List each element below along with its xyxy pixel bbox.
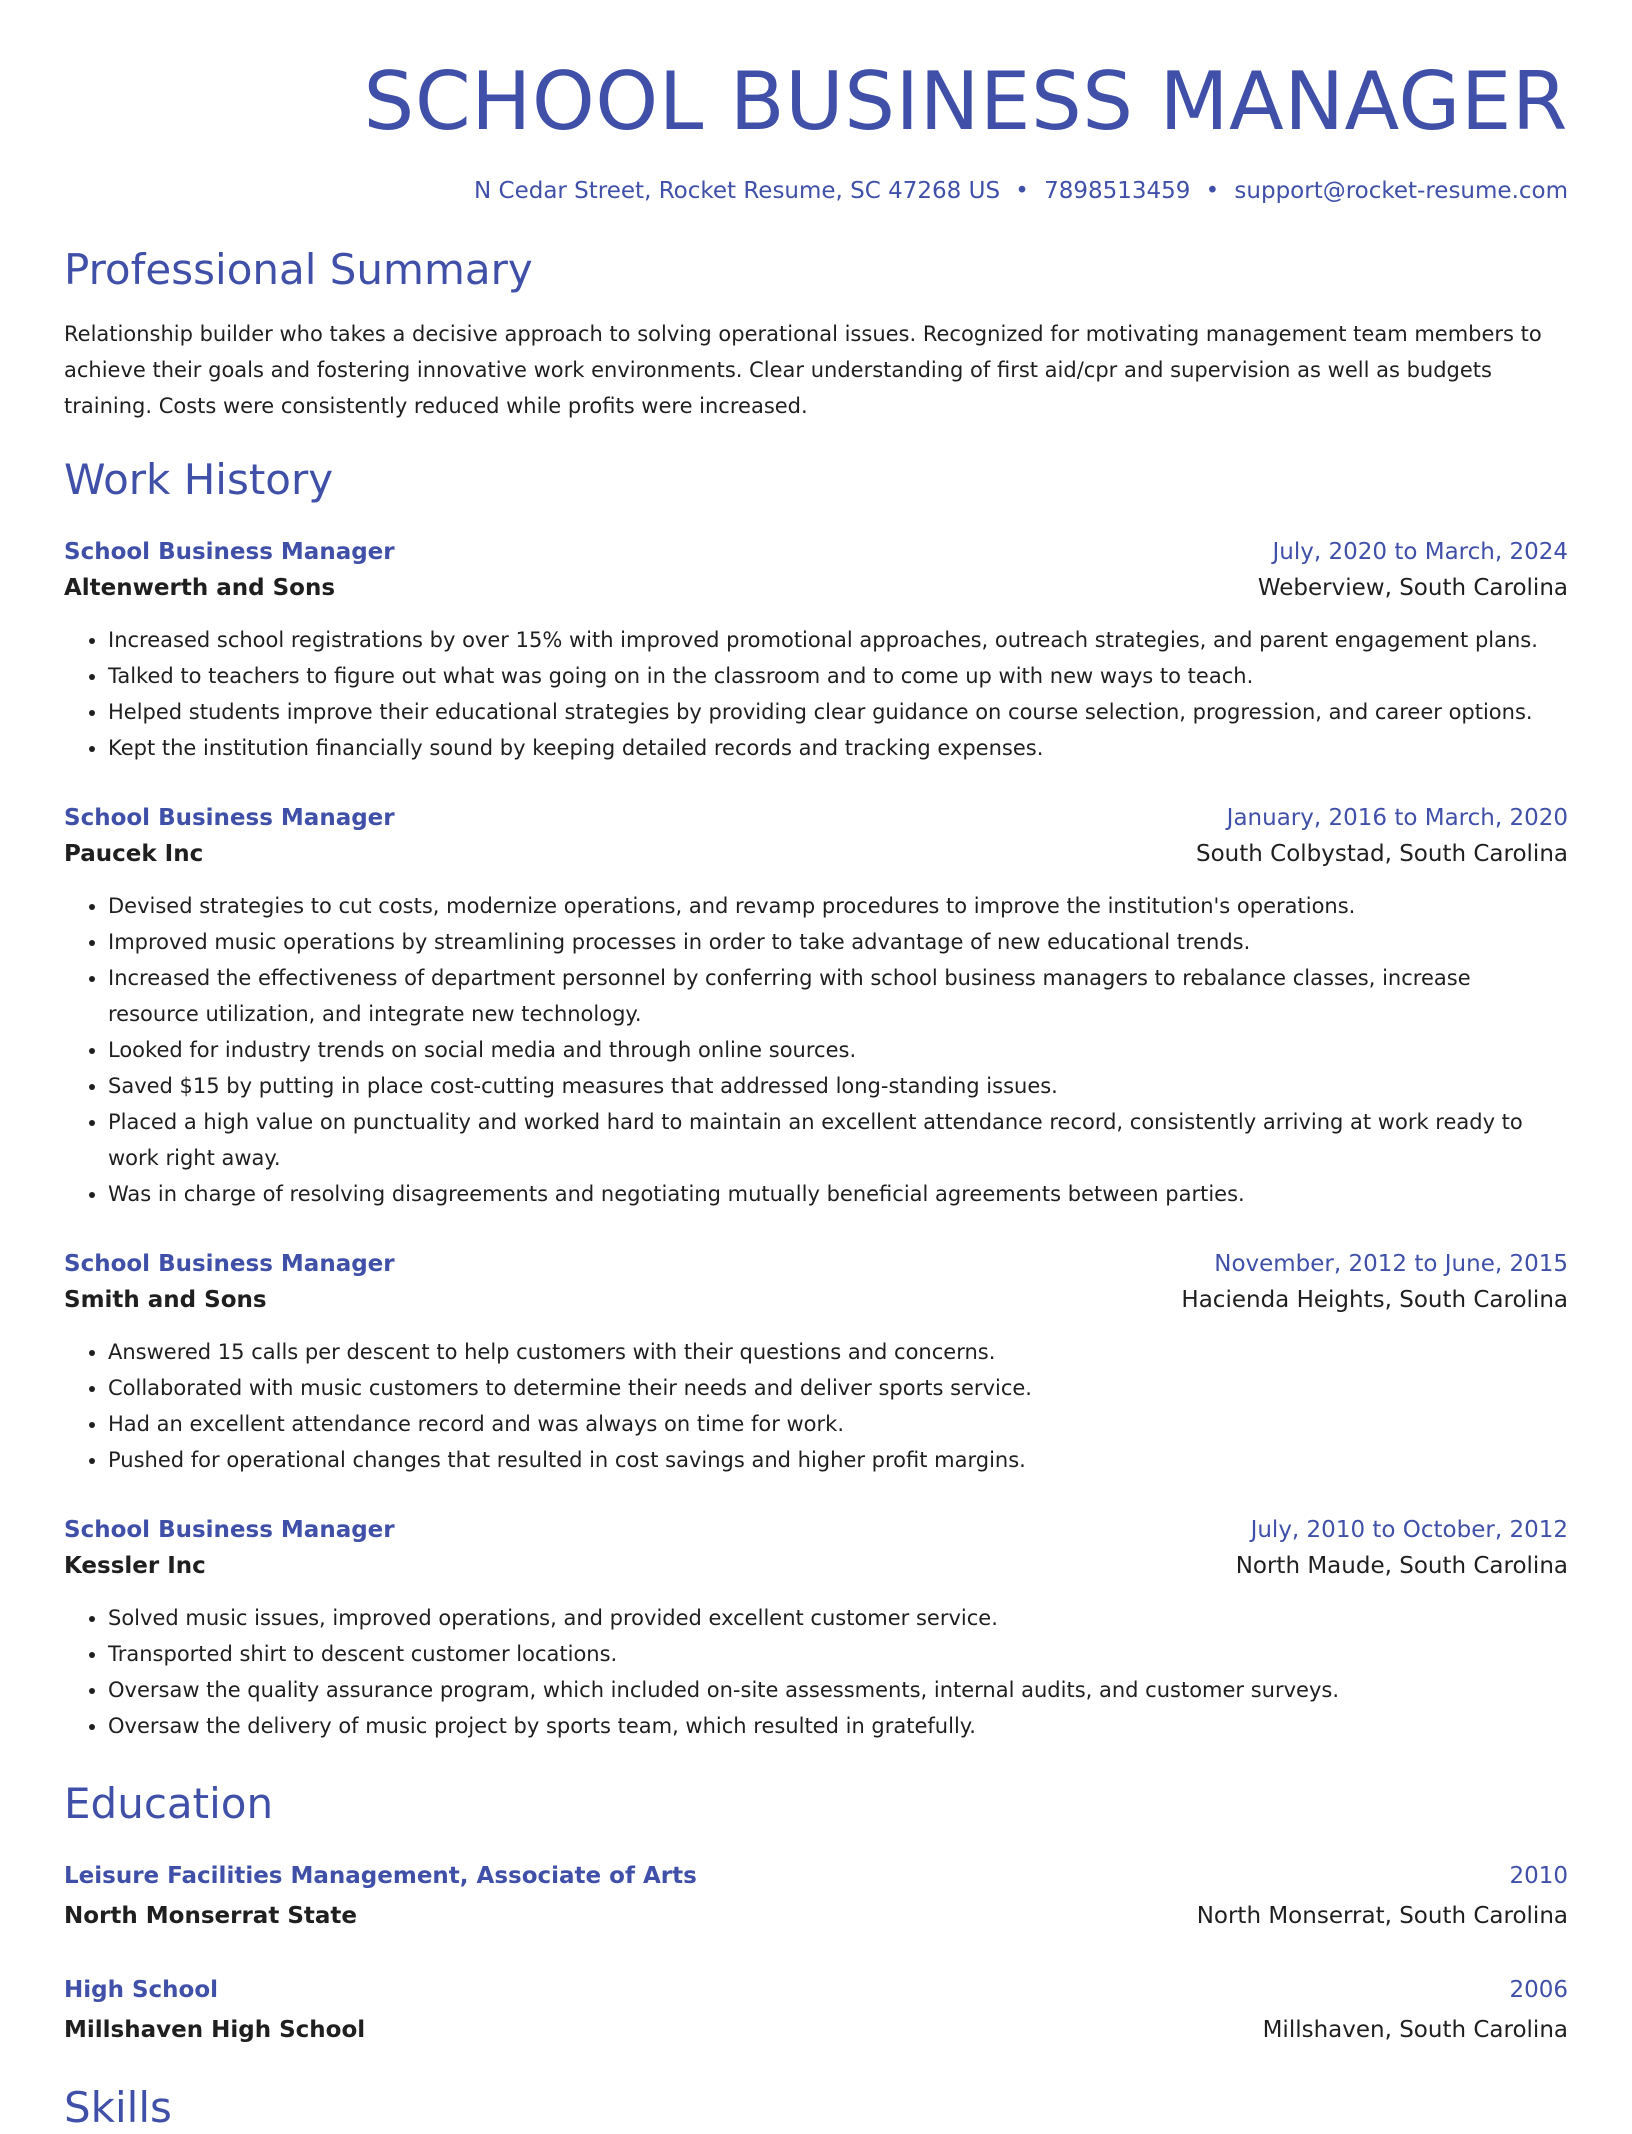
job-location: Weberview, South Carolina (1257, 575, 1568, 601)
job-company: Smith and Sons (64, 1287, 267, 1313)
education-degree: High School (64, 1977, 219, 2003)
education-header (64, 1858, 1568, 1894)
contact-address: N Cedar Street, Rocket Resume, SC 47268 US (474, 178, 1001, 204)
contact-separator: • (1015, 178, 1029, 204)
job-bullet: • Collaborated with music customers to determine their needs and deliver sports service. (108, 1370, 1568, 1406)
job-dates: November, 2012 to June, 2015 (1214, 1251, 1568, 1277)
contact-phone: 7898513459 (1044, 178, 1191, 204)
job-entry (64, 1512, 1568, 1744)
summary-text: Relationship builder who takes a decisive approach to solving operational issues. Recognized for motivating management team members to achieve their goals and fostering innovative work environments. Clear understanding of first aid/cpr and supervision as well as budgets training. Costs were consistently reduced while profits were increased. (64, 322, 1542, 418)
job-header (64, 1246, 1568, 1282)
job-bullet: • Transported shirt to descent customer locations. (108, 1636, 1568, 1672)
job-bullet: • Improved music operations by streamlining processes in order to take advantage of new educational trends. (108, 924, 1568, 960)
education-year: 2010 (1509, 1863, 1568, 1889)
education-school: Millshaven High School (64, 2017, 366, 2043)
job-bullet: • Devised strategies to cut costs, modernize operations, and revamp procedures to improve the institution's operations. (108, 888, 1568, 924)
contact-email: support@rocket-resume.com (1234, 178, 1568, 204)
job-bullet: • Increased the effectiveness of department personnel by conferring with school business managers to rebalance classes, increase resource utilization, and integrate new technology. (108, 960, 1568, 1032)
job-location: South Colbystad, South Carolina (1196, 841, 1568, 867)
job-bullet: • Talked to teachers to figure out what was going on in the classroom and to come up with new ways to teach. (108, 658, 1568, 694)
job-company: Altenwerth and Sons (64, 575, 336, 601)
education-subheader (64, 1898, 1568, 1934)
education-year: 2006 (1509, 1977, 1568, 2003)
job-bullet: • Pushed for operational changes that resulted in cost savings and higher profit margins. (108, 1442, 1568, 1478)
job-bullet: • Had an excellent attendance record and was always on time for work. (108, 1406, 1568, 1442)
job-bullet: • Increased school registrations by over 15% with improved promotional approaches, outreach strategies, and parent engagement plans. (108, 622, 1568, 658)
skills-heading: Skills (64, 2083, 172, 2132)
job-dates: January, 2016 to March, 2020 (1226, 805, 1568, 831)
contact-separator: • (1205, 178, 1220, 204)
job-header (64, 1512, 1568, 1548)
job-bullet: • Was in charge of resolving disagreements and negotiating mutually beneficial agreements between parties. (108, 1176, 1568, 1212)
job-bullets (64, 1334, 1568, 1478)
summary-heading: Professional Summary (64, 245, 533, 294)
education-heading: Education (64, 1779, 274, 1828)
education-location: Millshaven, South Carolina (1262, 2017, 1568, 2043)
job-subheader (64, 836, 1568, 872)
education-entry (64, 1858, 1568, 1934)
job-header (64, 534, 1568, 570)
job-subheader (64, 570, 1568, 606)
education-degree: Leisure Facilities Management, Associate of Arts (64, 1863, 697, 1889)
job-bullets (64, 622, 1568, 766)
job-dates: July, 2020 to March, 2024 (1272, 539, 1568, 565)
job-subheader (64, 1282, 1568, 1318)
candidate-title: SCHOOL BUSINESS MANAGER (363, 55, 1568, 148)
job-company: Paucek Inc (64, 841, 204, 867)
education-entry (64, 1972, 1568, 2048)
job-bullet: • Solved music issues, improved operations, and provided excellent customer service. (108, 1600, 1568, 1636)
job-entry (64, 1246, 1568, 1478)
job-bullet: • Looked for industry trends on social media and through online sources. (108, 1032, 1568, 1068)
job-role: School Business Manager (64, 1517, 395, 1543)
job-bullet: • Kept the institution financially sound by keeping detailed records and tracking expenses. (108, 730, 1568, 766)
job-bullet: • Helped students improve their educational strategies by providing clear guidance on course selection, progression, and career options. (108, 694, 1568, 730)
job-entry (64, 800, 1568, 1212)
job-bullet: • Saved $15 by putting in place cost-cutting measures that addressed long-standing issues. (108, 1068, 1568, 1104)
job-role: School Business Manager (64, 1251, 395, 1277)
job-bullet: • Answered 15 calls per descent to help customers with their questions and concerns. (108, 1334, 1568, 1370)
contact-line (64, 176, 1568, 206)
job-bullet: • Oversaw the delivery of music project by sports team, which resulted in gratefully. (108, 1708, 1568, 1744)
work-history-heading: Work History (64, 455, 334, 504)
education-subheader (64, 2012, 1568, 2048)
job-bullet: • Oversaw the quality assurance program, which included on-site assessments, internal audits, and customer surveys. (108, 1672, 1568, 1708)
job-role: School Business Manager (64, 539, 395, 565)
job-subheader (64, 1548, 1568, 1584)
job-company: Kessler Inc (64, 1553, 206, 1579)
job-bullets (64, 1600, 1568, 1744)
job-role: School Business Manager (64, 805, 395, 831)
job-entry (64, 534, 1568, 766)
job-location: North Maude, South Carolina (1235, 1553, 1568, 1579)
job-bullets (64, 888, 1568, 1212)
job-dates: July, 2010 to October, 2012 (1250, 1517, 1568, 1543)
job-location: Hacienda Heights, South Carolina (1181, 1287, 1568, 1313)
job-header (64, 800, 1568, 836)
education-school: North Monserrat State (64, 1903, 358, 1929)
education-location: North Monserrat, South Carolina (1196, 1903, 1568, 1929)
job-bullet: • Placed a high value on punctuality and worked hard to maintain an excellent attendance record, consistently arriving at work ready to work right away. (108, 1104, 1568, 1176)
education-header (64, 1972, 1568, 2008)
